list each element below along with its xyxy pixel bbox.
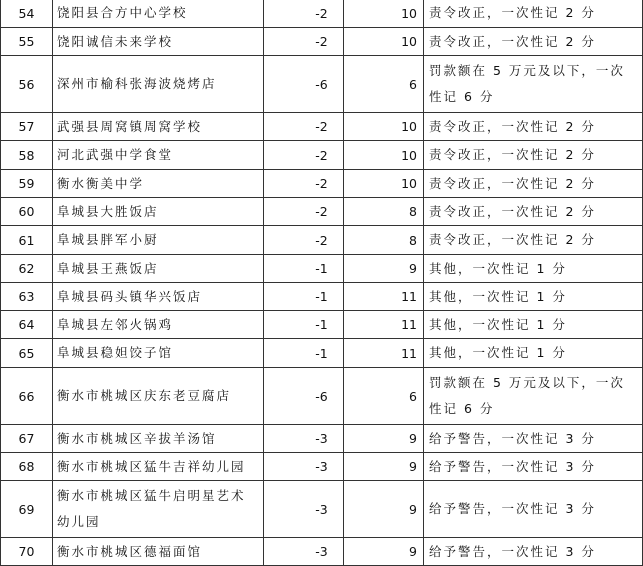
entity-name: 饶阳县合方中心学校 (53, 0, 264, 28)
row-number: 59 (1, 170, 53, 198)
penalty-description: 其他，一次性记 1 分 (424, 339, 643, 368)
entity-name: 衡水衡美中学 (53, 170, 264, 198)
table-row (1, 226, 643, 255)
remaining-points: 9 (344, 425, 424, 453)
table-row (1, 481, 643, 538)
remaining-points: 11 (344, 311, 424, 339)
score-change: -3 (264, 453, 344, 481)
penalty-description: 其他，一次性记 1 分 (424, 311, 643, 339)
entity-name: 河北武强中学食堂 (53, 141, 264, 170)
row-number: 58 (1, 141, 53, 170)
entity-name: 阜城县胖军小厨 (53, 226, 264, 255)
score-change: -3 (264, 481, 344, 538)
row-number: 57 (1, 113, 53, 141)
penalty-description: 给予警告，一次性记 3 分 (424, 425, 643, 453)
row-number: 60 (1, 198, 53, 226)
row-number: 55 (1, 28, 53, 56)
row-number: 61 (1, 226, 53, 255)
entity-name: 衡水市桃城区德福面馆 (53, 538, 264, 566)
penalty-description: 给予警告，一次性记 3 分 (424, 481, 643, 538)
entity-name: 阜城县大胜饭店 (53, 198, 264, 226)
entity-name: 衡水市桃城区庆东老豆腐店 (53, 368, 264, 425)
remaining-points: 8 (344, 198, 424, 226)
remaining-points: 9 (344, 453, 424, 481)
score-change: -2 (264, 226, 344, 255)
table-row (1, 425, 643, 453)
entity-name: 阜城县码头镇华兴饭店 (53, 283, 264, 311)
table-row (1, 28, 643, 56)
remaining-points: 10 (344, 28, 424, 56)
score-change: -2 (264, 28, 344, 56)
row-number: 54 (1, 0, 53, 28)
row-number: 63 (1, 283, 53, 311)
table-row (1, 141, 643, 170)
table-row (1, 538, 643, 566)
score-change: -3 (264, 425, 344, 453)
entity-name: 衡水市桃城区猛牛吉祥幼儿园 (53, 453, 264, 481)
score-change: -6 (264, 368, 344, 425)
row-number: 65 (1, 339, 53, 368)
entity-name: 饶阳诚信未来学校 (53, 28, 264, 56)
penalty-description: 责令改正，一次性记 2 分 (424, 28, 643, 56)
entity-name: 武强县周窝镇周窝学校 (53, 113, 264, 141)
table-row (1, 453, 643, 481)
remaining-points: 6 (344, 56, 424, 113)
score-change: -1 (264, 283, 344, 311)
score-change: -2 (264, 198, 344, 226)
score-change: -2 (264, 113, 344, 141)
table-row (1, 56, 643, 113)
score-change: -1 (264, 339, 344, 368)
remaining-points: 10 (344, 113, 424, 141)
table-row (1, 113, 643, 141)
entity-name: 阜城县王燕饭店 (53, 255, 264, 283)
penalty-description: 责令改正，一次性记 2 分 (424, 113, 643, 141)
penalty-description: 其他，一次性记 1 分 (424, 255, 643, 283)
remaining-points: 11 (344, 283, 424, 311)
remaining-points: 9 (344, 481, 424, 538)
row-number: 66 (1, 368, 53, 425)
score-change: -1 (264, 255, 344, 283)
row-number: 67 (1, 425, 53, 453)
penalty-description: 责令改正，一次性记 2 分 (424, 226, 643, 255)
table-row (1, 283, 643, 311)
score-change: -6 (264, 56, 344, 113)
entity-name: 衡水市桃城区辛拔羊汤馆 (53, 425, 264, 453)
table-row (1, 311, 643, 339)
penalty-description: 其他，一次性记 1 分 (424, 283, 643, 311)
score-change: -1 (264, 311, 344, 339)
penalty-description: 责令改正，一次性记 2 分 (424, 198, 643, 226)
remaining-points: 10 (344, 0, 424, 28)
row-number: 70 (1, 538, 53, 566)
table-row (1, 0, 643, 28)
remaining-points: 11 (344, 339, 424, 368)
score-change: -2 (264, 170, 344, 198)
penalty-description: 罚款额在 5 万元及以下，一次性记 6 分 (424, 56, 643, 113)
table-row (1, 198, 643, 226)
penalty-description: 给予警告，一次性记 3 分 (424, 538, 643, 566)
entity-name: 阜城县左邻火锅鸡 (53, 311, 264, 339)
entity-name: 深州市榆科张海波烧烤店 (53, 56, 264, 113)
penalty-description: 责令改正，一次性记 2 分 (424, 141, 643, 170)
remaining-points: 10 (344, 141, 424, 170)
row-number: 64 (1, 311, 53, 339)
score-change: -3 (264, 538, 344, 566)
entity-name: 衡水市桃城区猛牛启明星艺术幼儿园 (53, 481, 264, 538)
entity-name: 阜城县稳妲饺子馆 (53, 339, 264, 368)
penalty-description: 罚款额在 5 万元及以下，一次性记 6 分 (424, 368, 643, 425)
remaining-points: 10 (344, 170, 424, 198)
remaining-points: 9 (344, 538, 424, 566)
table-row (1, 255, 643, 283)
score-change: -2 (264, 0, 344, 28)
row-number: 56 (1, 56, 53, 113)
score-change: -2 (264, 141, 344, 170)
remaining-points: 6 (344, 368, 424, 425)
penalty-description: 责令改正，一次性记 2 分 (424, 0, 643, 28)
row-number: 69 (1, 481, 53, 538)
remaining-points: 9 (344, 255, 424, 283)
remaining-points: 8 (344, 226, 424, 255)
table-row (1, 339, 643, 368)
penalty-description: 责令改正，一次性记 2 分 (424, 170, 643, 198)
row-number: 62 (1, 255, 53, 283)
row-number: 68 (1, 453, 53, 481)
table-row (1, 368, 643, 425)
table-row (1, 170, 643, 198)
penalty-description: 给予警告，一次性记 3 分 (424, 453, 643, 481)
